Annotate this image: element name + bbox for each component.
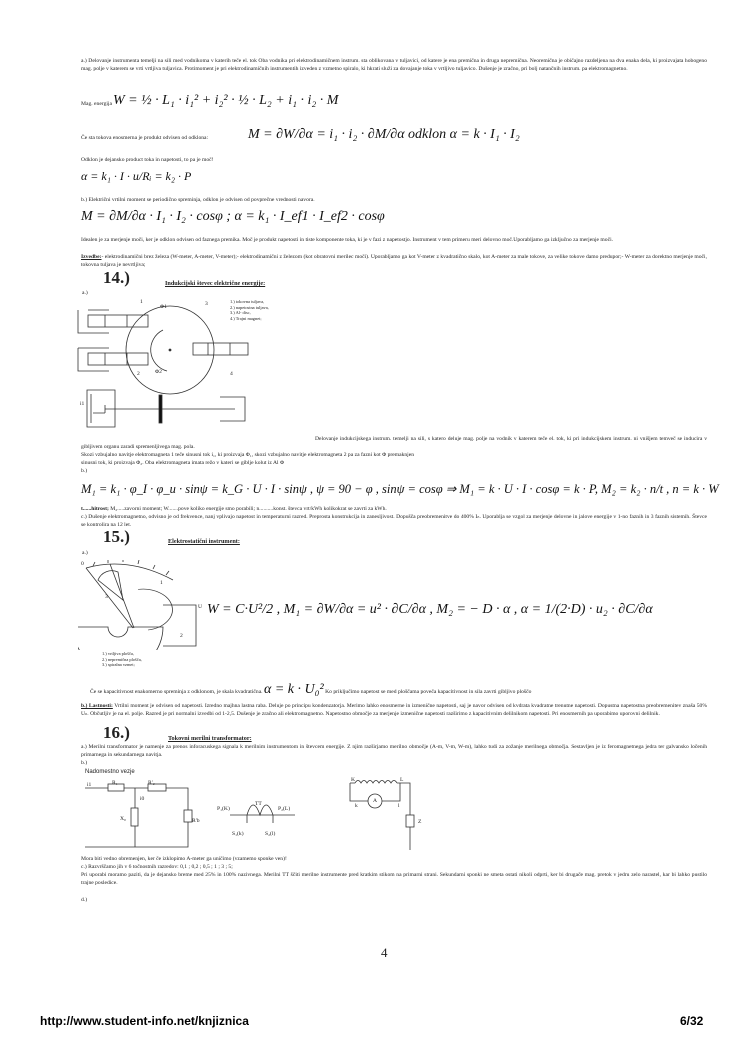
label-r2: R'₂ [148, 780, 155, 786]
formula-energy: W = ½ · L₁ · i₁² + i₂² · ½ · L₂ + i₁ · i₂ · M [113, 93, 339, 108]
label-z: Z [418, 819, 422, 825]
label-i0: i0 [140, 796, 145, 802]
transformer-circuits [80, 775, 440, 850]
variables-text: t......hitrost; M₂.....zavorni moment; W.......pove koliko energije smo porabili; n..........konst. števca vrt/kWh kolikokrat se zavrti za kWh. [81, 506, 387, 512]
label-phi2: Φ2 [155, 369, 162, 375]
formula-induction: M₁ = k₁ · φ_I · φ_u · sinψ = k_G · U · I · sinψ , ψ = 90 − φ , sinψ = cosφ ⇒ M₁ = k · U · I · cosφ = k · P, M₂ = k₂ · n/t , n = k · W [81, 482, 719, 496]
label-4: 4 [230, 371, 233, 377]
label-zero: 0 [81, 561, 84, 567]
section-14-title: Indukcijski števec električne energije: [165, 280, 266, 287]
formula-alpha: α = k₁ · I · u/Rᵢ = k₂ · P [81, 169, 192, 183]
usage-text: Pri uporabi moramo paziti, da je dejansko breme med 25% in 100% nazivnega. Merilni TT ščiti merilne instrumente pred kratkim stikom na primarni strani. Sekundarni sponki ne smeta ostati nikoli odprti, ker bi drugače mag. pretok v jedru zelo narastel, kar bi lahko pustilo trajne posledice. [81, 872, 707, 886]
mag-energy-label: Mag. energija [81, 101, 112, 107]
variants-text: Izvedbe:- elektrodinamični brez železa (W-meter, A-meter, V-meter);- elektrodinamični z železom (kot obratovni merilec moči). Uporabljamo ga kot V-meter z kvadratično skalo, kot A-meter za male tokove, za velike tokove damo predupor;- W-meter za dorektno merjenje moči, tokovna tuljava je nevrtljiva; [81, 254, 707, 268]
label-i1: i1 [80, 401, 85, 407]
section-14-number: 14.) [103, 268, 130, 287]
paragraph-a: a.) Delovanje instrumenta temelji na sili med vodnikoma v katerih teče el. tok Oba vodnika pri elektrodinamičnem instrum. sta oblikovana v tuljavici, od katere je ena premična in druga nepremična. Neoremična je običajno razdeljena na dva enaka dela, ki proizvajata hobogeno mag. polje v katerem se vrti vrtljiva tuljavica. Protimoment je pri elektrodinamičnih instrumentih izveden z vzmetno spiralo, ki hkrati služi za dovajanje toka v vrtljivo tuljavico. Dušenje je zračno, pri bolj natančnih instrum. pa elektromagnetno. [81, 58, 707, 72]
footer-page-count: 6/32 [680, 1014, 704, 1028]
section-16-title: Tokovni merilni transformator: [168, 735, 252, 742]
label-2: 2 [180, 633, 183, 639]
footer-url[interactable]: http://www.student-info.net/knjiznica [40, 1014, 249, 1028]
sub-d: d.) [81, 897, 88, 903]
induction-text-2: sinusni tok, ki proizvaja Φ₂. Oba elektromagneta imata režo v kateri se giblje kolut iz Al Φ [81, 460, 285, 466]
page-number: 4 [381, 945, 388, 960]
label-1: 1 [160, 580, 163, 586]
label-tt: TT [255, 801, 262, 807]
label-s1: S₁(k) [232, 831, 244, 837]
sub-b: b.) [81, 760, 88, 766]
induction-legend: 1.) tokovna tuljava, 2.) napetostna tuljava, 3.) Al- disc, 4.) Trajni magnet; [230, 299, 269, 321]
classes-text: c.) Razvrščamo jih v 6 točnostnih razredov: 0,1 ; 0,2 ; 0,5 ; 1 ; 3 ; 5; [81, 864, 233, 870]
label-k: K [351, 777, 356, 783]
capacitance-text: Če se kapacitivnost enakomerno spreminja z odklonom, je skala kvadratična. α = k · U₀² Ko priključimo napetost se med ploščama poveča kapacitivnost in sila zavrti gibljivo ploščo [90, 682, 532, 697]
label-p1: P₁(K) [217, 806, 230, 812]
label-rb: R'b [192, 818, 200, 824]
transformer-text: a.) Merilni transformator je namenje za prenos inforacuskega signala k merilnim instrumentom in števcem energije. Z njim razširjamo merilno območje (A-m, V-m, W-m), lahko tudi za zožanje merilnega območja. Sestavljen je iz feromagnetnega jedra ter galvansko ločenih primarnega in sekundarnega navitja. [81, 744, 707, 758]
sub-b: b.) [81, 468, 88, 474]
properties-text: b.) Lastnosti: Vrtilni moment je odvisen od napetosti. Izredno majhna lastna raba. Deluje po principu kondenzatorja. Merimo lahko enosmerne in izmenične napetosti, saj je navor odvisen od kvdrata kvadratne trenutne napetosti. Dopustna napetostna preobremenitev znaša 50% Uₙ. Občutljiv je na el. polje. Razred je pri normalni izvedbi od 1-2,5. Dušenje je zračno ali elektromagnetno. Napetostno območje za merjenje izmenične napetosti razširimo z kapacitivnim delilnikom napetosti. Pri enosmernih pa uporabimo uporovni delilnik. [81, 703, 707, 717]
label-k-small: k [355, 803, 358, 809]
paragraph-b: b.) Električni vrtilni moment se periodično spreminja, odklon je odvisen od povprečne vrednosti navora. [81, 197, 315, 203]
formula-moment-ac: M = ∂M/∂α · I₁ · I₂ · cosφ ; α = k₁ · I_ef1 · I_ef2 · cosφ [81, 209, 385, 224]
sub-a: a.) [82, 290, 88, 296]
label-3: 3 [205, 301, 208, 307]
label-r1: R₁ [112, 780, 118, 786]
label-l-small: l [398, 803, 400, 809]
label-l: L [400, 777, 404, 783]
product-label: Če sta tokova enosmerna je produkt odvisen od odklona: [81, 135, 209, 141]
electrostatic-diagram [78, 560, 208, 650]
induction-meter-diagram [75, 295, 315, 435]
ammeter-label: A [373, 798, 378, 804]
section-15-number: 15.) [103, 527, 130, 546]
label-1: 1 [140, 299, 143, 305]
label-3: 3 [105, 594, 108, 600]
sub-a: a.) [82, 550, 88, 556]
induction-operation: Delovanje indukcijskega instrum. temelji na sili, s katero deluje mag. polje na vodnik v katerem teče el. tok, ki pri indukcijskem instrum. ni vnišjem temveč se inducira v gibljivem organu zaradi spremenljivega mag. pola. [81, 436, 707, 450]
paragraph-c: c.) Dušenje elektromagnetno, odvisno je od frekvence, nanj vplivajo napetost in temperaturni razred. Preprosta konstrukcija in zanesljivost. Dopušča preobremenitve do 400% Iₙ. Uporablja se vzgol za merjenje delovne in jalove energije v 1-no faznih in 3 faznih sistemih. Števce se kontrolira na 12 let. [81, 514, 707, 528]
label-2: 2 [137, 371, 140, 377]
formula-electrostatic: W = C·U²/2 , M₁ = ∂W/∂α = u² · ∂C/∂α , M₂ = − D · α , α = 1/(2·D) · u₂ · ∂C/∂α [207, 602, 653, 617]
label-u: U [198, 604, 203, 610]
equivalent-circuit-label: Nadomestno vezje [85, 769, 135, 775]
label-x0: X₀ [120, 816, 126, 822]
ideal-text: Idealen je za merjenje moči, ker je odklon odvisen od faznega premika. Moč je produkt napetosti in tiste komponente toka, ki je v fazi z napetostjo. Instrument v tem primeru meri delovno moč.Uporabljamo ga izključno za merjenje moči. [81, 237, 614, 243]
deflection-text: Odklon je dejansko product toka in napetosti, to pa je moč! [81, 157, 214, 163]
warning-text: Mora biti vedno obremenjen, ker če izklopimo A-meter ga uničimo (vzamemo sponke ven)! [81, 856, 287, 862]
section-15-title: Elektrostatični instrument: [168, 538, 240, 545]
induction-text-1: Skozi vzbujalno navitje elektromagneta 1 teče sinusni tok i₁, ki proizvaja Φ₁, skozi vzbujalno navitje elektromagneta 2 pa za fazni kot Φ premaknjen [81, 452, 414, 458]
label-s2: S₂(l) [265, 831, 276, 837]
label-p2: P₂(L) [278, 806, 291, 812]
electrostatic-legend: 1.) vrtljiva plošča, 2.) nepremična plošča, 3.) spiralna vzmet; [102, 651, 142, 667]
label-phi1: Φ1 [160, 304, 167, 310]
section-16-number: 16.) [103, 723, 130, 742]
formula-moment: M = ∂W/∂α = i₁ · i₂ · ∂M/∂α odklon α = k · I₁ · I₂ [248, 127, 520, 142]
label-i1: i1 [87, 782, 92, 788]
